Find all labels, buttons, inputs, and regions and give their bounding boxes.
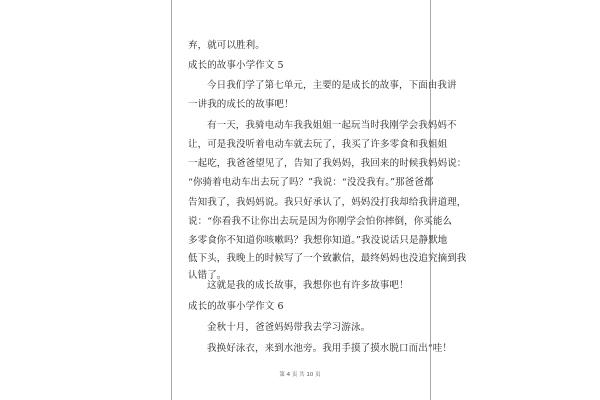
paragraph-line: 认错了。 bbox=[188, 270, 227, 281]
essay-heading-5: 成长的故事小学作文 5 bbox=[188, 60, 284, 71]
paragraph-line: 一起吃，我爸爸望见了，告知了我妈妈，我回来的时候我妈妈说： bbox=[188, 158, 467, 169]
essay-heading-6: 成长的故事小学作文 6 bbox=[188, 301, 284, 312]
paragraph-line: 说：“你看我不让你出去玩是因为你刚学会怕你摔倒，你买能么 bbox=[188, 216, 453, 227]
paragraph-line: 我换好泳衣，来到水池旁。我用手摸了摸水脱口而出“哇！ bbox=[207, 343, 452, 354]
paragraph-continuation: 弃，就可以胜利。 bbox=[188, 40, 265, 51]
page-left-edge bbox=[171, 0, 172, 400]
paragraph-line: 告知我了，我妈妈说。我只好承认了，妈妈没打我却给我讲道理， bbox=[188, 197, 467, 208]
paragraph-line: 金秋十月，爸爸妈妈带我去学习游泳。 bbox=[207, 322, 371, 333]
paragraph-line: 低下头，我晚上的时候写了一个致歉信，最终妈妈也没追究摘到我 bbox=[188, 253, 467, 264]
paragraph-line: 有一天，我骑电动车我我姐姐一起玩当时我刚学会我妈妈不 bbox=[207, 120, 457, 131]
paragraph-line: 这就是我的成长故事，我想你也有许多故事吧！ bbox=[207, 280, 409, 291]
paragraph-line: “你骑着电动车出去玩了吗？”我说：“没没我有。”那爸爸都 bbox=[188, 177, 434, 188]
paragraph-line: 今日我们学了第七单元，主要的是成长的故事，下面由我讲 bbox=[207, 80, 457, 91]
paragraph-line: 一讲我的成长的故事吧！ bbox=[188, 99, 294, 110]
page-number-footer: 第 4 页 共 10 页 bbox=[279, 372, 321, 378]
paragraph-line: 多零食你不知道你咳嗽吗？我想你知道。”我没说话只是静默地 bbox=[188, 235, 448, 246]
paragraph-line: 让，可是我没听着电动车就去玩了，我买了许多零食和我姐姐 bbox=[188, 139, 448, 150]
